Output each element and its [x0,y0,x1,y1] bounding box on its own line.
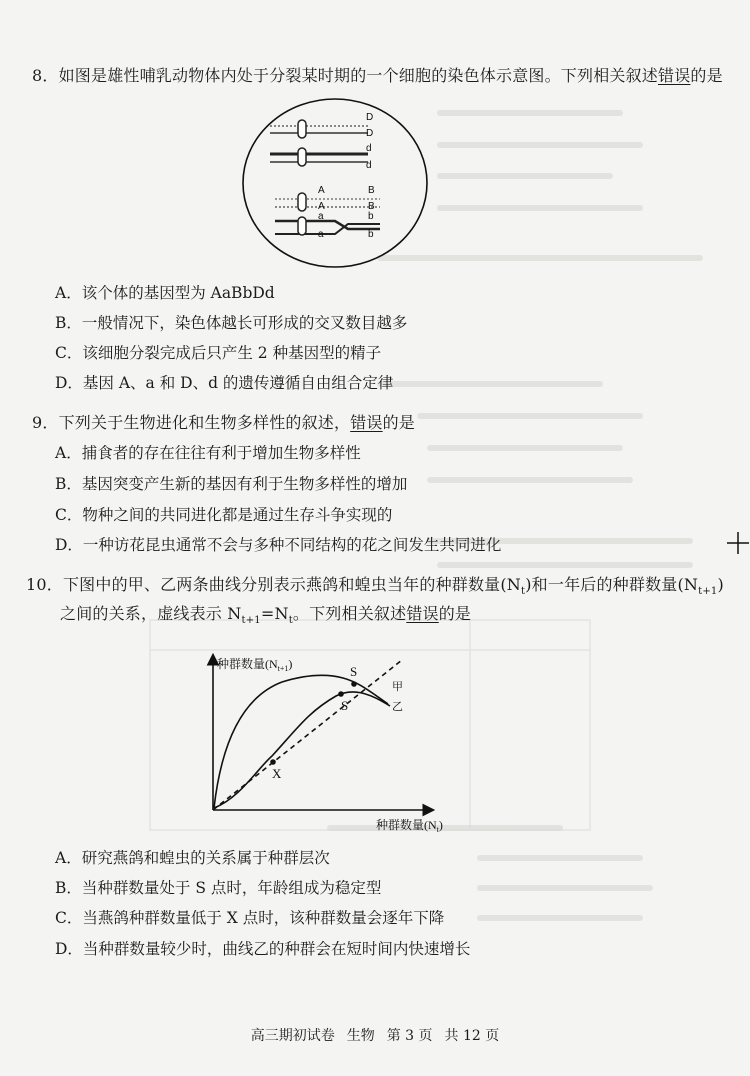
label-b-2: b [368,229,374,240]
label-A-2: A [318,201,325,212]
label-curve-yi: 乙 [392,701,403,713]
q10-option-b: B．当种群数量处于 S 点时，年龄组成为稳定型 [55,879,382,897]
q8-option-a: A．该个体的基因型为 AaBbDd [55,284,275,302]
q10-stem-line2 [60,604,471,631]
curve-yi [214,692,390,808]
q8-stem-emph: 错误 [658,66,691,85]
q8-chromosome-figure [240,96,430,271]
q10-option-a: A．研究燕鸽和蝗虫的关系属于种群层次 [55,849,330,867]
q9-option-d: D．一种访花昆虫通常不会与多种不同结构的花之间发生共同进化 [55,536,502,554]
chromosome-ab [275,217,380,235]
page-footer [0,1025,750,1045]
chromosome-AB [275,193,380,211]
point-S-lower [338,691,344,697]
label-b-1: b [368,211,374,222]
q10-stem-line1 [26,575,724,602]
q10-stem-text-2: )和一年后的种群数量(N [525,575,699,594]
q10-sub-b: t [288,615,293,627]
point-X [270,759,276,765]
q8-option-d: D．基因 A、a 和 D、d 的遗传遵循自由组合定律 [55,374,394,392]
label-A-1: A [318,185,325,196]
label-D-1: D [366,112,374,123]
label-d-2: d [366,160,372,171]
x-axis-label: 种群数量$(N_t)$ [376,818,443,834]
q8-stem-end: 的是 [690,66,723,85]
q10-sub-t: t [521,586,526,598]
label-curve-jia: 甲 [392,681,403,693]
q10-stem-emph: 错误 [406,604,439,623]
q10-stem-eq: =N [260,604,289,623]
q10-option-d: D．当种群数量较少时，曲线乙的种群会在短时间内快速增长 [55,940,471,958]
q10-option-c: C．当燕鸽种群数量低于 X 点时，该种群数量会逐年下降 [55,909,445,927]
point-S-upper [351,681,357,687]
q8-option-c: C．该细胞分裂完成后只产生 2 种基因型的精子 [55,344,382,362]
q10-stem-text-1: 下图中的甲、乙两条曲线分别表示燕鸽和蝗虫当年的种群数量(N [62,575,522,594]
q8-number: 8． [32,66,59,85]
chromosome-d [270,148,368,166]
q9-option-c: C．物种之间的共同进化都是通过生存斗争实现的 [55,506,393,524]
label-D-2: D [366,128,374,139]
q8-option-b: B．一般情况下，染色体越长可形成的交叉数目越多 [55,314,408,332]
y-axis-label: 种群数量$(N_{t+1})$ [217,657,293,673]
label-B-1: B [368,185,375,196]
label-a-2: a [318,229,324,240]
q10-sub-a: t+1 [241,615,261,627]
label-S-upper: S [350,664,358,679]
q9-number: 9． [32,413,59,432]
q10-stem-end: 的是 [438,604,472,623]
crosshair-mark-icon [727,532,749,554]
q8-stem [32,66,723,86]
q9-stem-text: 下列关于生物进化和生物多样性的叙述， [58,413,351,432]
q9-stem-end: 的是 [382,413,416,432]
q10-number: 10． [26,575,63,594]
footer-total: 共 12 页 [444,1028,500,1044]
q10-population-graph [200,648,460,838]
q9-stem [32,413,415,433]
footer-page: 第 3 页 [386,1028,433,1044]
footer-subject: 生物 [346,1028,375,1044]
label-X: X [272,766,282,781]
curve-jia [214,675,388,808]
label-d-1: d [366,143,372,154]
q10-stem-text-3: ) [717,575,724,594]
q10-stem-text-4: 之间的关系，虚线表示 N [60,604,242,623]
label-a-1: a [318,211,324,222]
q10-sub-t1: t+1 [698,586,718,598]
q9-option-a: A．捕食者的存在往往有利于增加生物多样性 [55,444,361,462]
chromosome-D [270,120,368,138]
label-S-lower: S [341,698,349,713]
q9-option-b: B．基因突变产生新的基因有利于生物多样性的增加 [55,475,408,493]
q10-stem-text-5: 。下列相关叙述 [292,604,407,623]
label-B-2: B [368,201,375,212]
q8-stem-text: 如图是雄性哺乳动物体内处于分裂某时期的一个细胞的染色体示意图。下列相关叙述 [58,66,658,85]
footer-exam: 高三期初试卷 [250,1028,335,1044]
q9-stem-emph: 错误 [350,413,383,432]
equality-dashed-line [213,660,402,810]
